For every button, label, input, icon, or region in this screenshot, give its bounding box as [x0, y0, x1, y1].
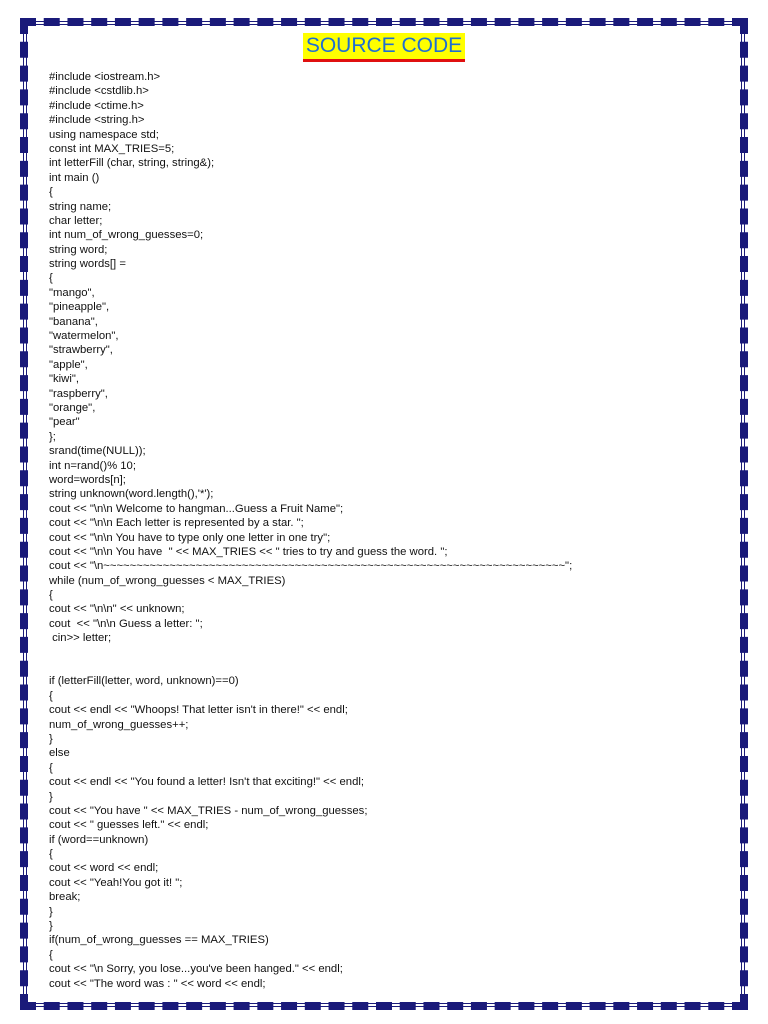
code-line: { — [49, 948, 53, 961]
code-line: cout << "\n\n Welcome to hangman...Guess a Fruit Name"; — [49, 502, 344, 515]
code-line: "mango", — [49, 286, 95, 299]
code-line: #include <cstdlib.h> — [49, 85, 149, 98]
code-line: cout << "\n\n You have " << MAX_TRIES << " tries to try and guess the word. "; — [49, 545, 448, 558]
code-line: int letterFill (char, string, string&); — [49, 157, 215, 170]
code-line: string words[] = — [49, 258, 126, 271]
code-line: const int MAX_TRIES=5; — [49, 142, 175, 155]
code-line: cout << "Yeah!You got it! "; — [49, 876, 183, 889]
code-line: string unknown(word.length(),'*'); — [49, 488, 214, 501]
code-line: if(num_of_wrong_guesses == MAX_TRIES) — [49, 934, 269, 947]
page-title: SOURCE CODE — [303, 33, 465, 62]
code-line: num_of_wrong_guesses++; — [49, 718, 189, 731]
code-line: int n=rand()% 10; — [49, 459, 136, 472]
code-line: cout << word << endl; — [49, 862, 159, 875]
code-line: using namespace std; — [49, 128, 159, 141]
code-line: if (letterFill(letter, word, unknown)==0) — [49, 675, 239, 688]
code-line: } — [49, 732, 53, 745]
code-line: string name; — [49, 200, 112, 213]
code-line: { — [49, 589, 53, 602]
code-line — [49, 660, 729, 674]
code-line: } — [49, 790, 53, 803]
code-line: else — [49, 747, 70, 760]
code-line: } — [49, 920, 53, 933]
code-line: cout << "The word was : " << word << endl; — [49, 977, 266, 990]
code-line: "kiwi", — [49, 373, 79, 386]
code-line: "raspberry", — [49, 387, 108, 400]
code-line: { — [49, 761, 53, 774]
code-line: cout << "\n~~~~~~~~~~~~~~~~~~~~~~~~~~~~~~~~~~~~~~~~~~~~~~~~~~~~~~~~~~~~~~~~~~~~~~"; — [49, 560, 573, 573]
code-line: "watermelon", — [49, 330, 119, 343]
code-line: word=words[n]; — [49, 473, 126, 486]
code-line: int main () — [49, 171, 100, 184]
code-line: { — [49, 848, 53, 861]
code-line: if (word==unknown) — [49, 833, 149, 846]
code-line: srand(time(NULL)); — [49, 445, 146, 458]
code-line: }; — [49, 430, 56, 443]
code-line: #include <string.h> — [49, 114, 145, 127]
code-line: cout << endl << "Whoops! That letter isn't in there!" << endl; — [49, 704, 348, 717]
code-line: #include <iostream.h> — [49, 71, 161, 83]
source-code-block — [49, 70, 729, 991]
code-line: int num_of_wrong_guesses=0; — [49, 229, 204, 242]
code-line: "pineapple", — [49, 301, 110, 314]
code-line: "strawberry", — [49, 344, 113, 357]
code-line: cout << "\n\n You have to type only one letter in one try"; — [49, 531, 331, 544]
code-line: while (num_of_wrong_guesses < MAX_TRIES) — [49, 574, 286, 587]
code-line: cout << " guesses left." << endl; — [49, 819, 209, 832]
code-line: char letter; — [49, 214, 103, 227]
code-line: "orange", — [49, 401, 96, 414]
code-line — [49, 646, 729, 660]
code-line: "banana", — [49, 315, 98, 328]
code-line: "pear" — [49, 416, 80, 429]
code-line: cout << "\n Sorry, you lose...you've been hanged." << endl; — [49, 963, 343, 976]
code-line: cin>> letter; — [49, 632, 112, 645]
code-line: { — [49, 272, 53, 285]
code-line: cout << "\n\n" << unknown; — [49, 603, 185, 616]
code-line: } — [49, 905, 53, 918]
title-container — [0, 33, 768, 62]
code-line: break; — [49, 891, 81, 904]
code-line: cout << "\n\n Guess a letter: "; — [49, 617, 203, 630]
code-line: cout << endl << "You found a letter! Isn't that exciting!" << endl; — [49, 776, 364, 789]
code-line: #include <ctime.h> — [49, 99, 144, 112]
code-line: "apple", — [49, 358, 88, 371]
code-line: cout << "\n\n Each letter is represented by a star. "; — [49, 517, 304, 530]
code-line: { — [49, 689, 53, 702]
code-line: cout << "You have " << MAX_TRIES - num_of_wrong_guesses; — [49, 804, 368, 817]
code-line: string word; — [49, 243, 108, 256]
code-line: { — [49, 186, 53, 199]
